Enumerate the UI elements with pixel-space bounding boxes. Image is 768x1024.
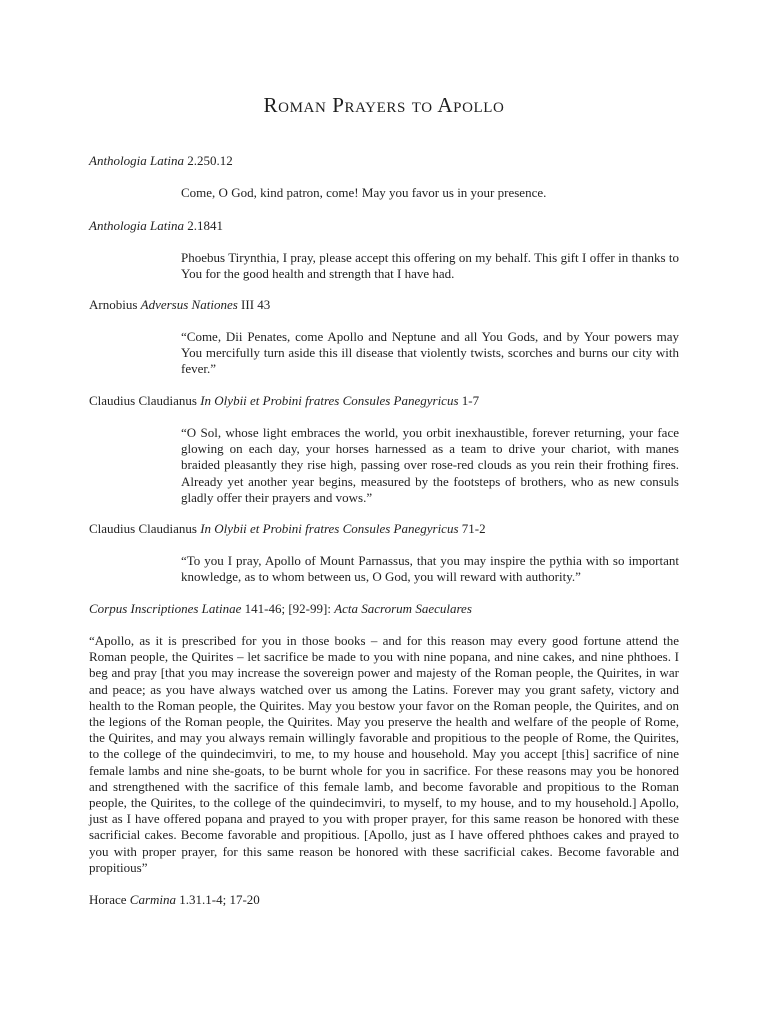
citation-work: In Olybii et Probini fratres Consules Panegyricus [200, 521, 459, 536]
citation-work-secondary: Acta Sacrorum Saeculares [334, 601, 472, 616]
citation-author: Horace [89, 892, 130, 907]
source-citation [89, 218, 689, 234]
citation-author: Claudius Claudianus [89, 521, 201, 536]
prayer-text: “O Sol, whose light embraces the world, you orbit inexhaustible, forever returning, your face glowing on each day, your horses harnessed as a team to drive your chariot, with manes braided pleasantly they rise high, passing over rose-red clouds as you rein their frothing fires. Already yet another year begins, measured by the footsteps of brothers, who as new consuls gladly offer their prayers and vows.” [181, 425, 679, 505]
prayer-text: “To you I pray, Apollo of Mount Parnassus, that you may inspire the pythia with so important knowledge, as to whom between us, O God, you will reward with authority.” [181, 553, 679, 585]
prayer-text: “Come, Dii Penates, come Apollo and Neptune and all You Gods, and by Your powers may You mercifully turn aside this ill disease that violently twists, scorches and burns our city with fever.” [181, 329, 679, 377]
source-citation [89, 892, 689, 908]
citation-work: Carmina [129, 892, 177, 907]
source-citation [89, 297, 689, 313]
prayer-text: “Apollo, as it is prescribed for you in those books – and for this reason may every good fortune attend the Roman people, the Quirites – let sacrifice be made to you with nine popana, and nine cakes, and nine phthoes. I beg and pray [that you may increase the sovereign power and majesty of the Roman people, the Quirites, in war and peace; as you have always watched over us among the Latins. Forever may you grant safety, victory and health to the Roman people, the Quirites. May you bestow your favor on the Roman people, the Quirites, and on the legions of the Roman people, the Quirites. May you preserve the health and welfare of the people of Rome, the Quirites, and may you always remain willingly favorable and propitious to the people of Rome, the Quirites, to the college of the quindecimviri, to me, to my house and household. May you accept [this] sacrifice of nine female lambs and nine she-goats, to be burnt whole for you in sacrifice. For these reasons may you be honored and strengthened with the sacrifice of this female lamb, and become favorable and propitious to the Roman people, the Quirites, to the college of the quindecimviri, to myself, to my house, and to my household.] Apollo, just as I have offered popana and prayed to you with proper prayer, for this same reason be honored with these sacrificial cakes. Become favorable and propitious. [Apollo, just as I have offered phthoes cakes and prayed to you with proper prayer, for this same reason be honored with these sacrificial cakes. Become favorable and propitious” [89, 633, 679, 875]
citation-work: Anthologia Latina [89, 153, 184, 168]
prayer-text: Come, O God, kind patron, come! May you favor us in your presence. [181, 185, 547, 200]
source-citation [89, 601, 689, 617]
source-citation [89, 393, 689, 409]
citation-work: Anthologia Latina [89, 218, 184, 233]
citation-reference: 1.31.1-4; 17-20 [176, 892, 260, 907]
citation-reference: 71-2 [458, 521, 486, 536]
citation-reference: 141-46; [92-99]: [241, 601, 335, 616]
page-title: Roman Prayers to Apollo [263, 93, 505, 117]
citation-reference: 2.1841 [183, 218, 223, 233]
source-citation [89, 521, 689, 537]
source-citation [89, 153, 689, 169]
citation-reference: 2.250.12 [183, 153, 233, 168]
prayer-text: Phoebus Tirynthia, I pray, please accept this offering on my behalf. This gift I offer in thanks to You for the good health and strength that I have had. [181, 250, 679, 282]
citation-author: Arnobius [89, 297, 141, 312]
citation-reference: 1-7 [458, 393, 480, 408]
citation-reference: III 43 [237, 297, 271, 312]
citation-work: Corpus Inscriptiones Latinae [89, 601, 242, 616]
citation-author: Claudius Claudianus [89, 393, 201, 408]
citation-work: Adversus Nationes [140, 297, 238, 312]
citation-work: In Olybii et Probini fratres Consules Panegyricus [200, 393, 459, 408]
